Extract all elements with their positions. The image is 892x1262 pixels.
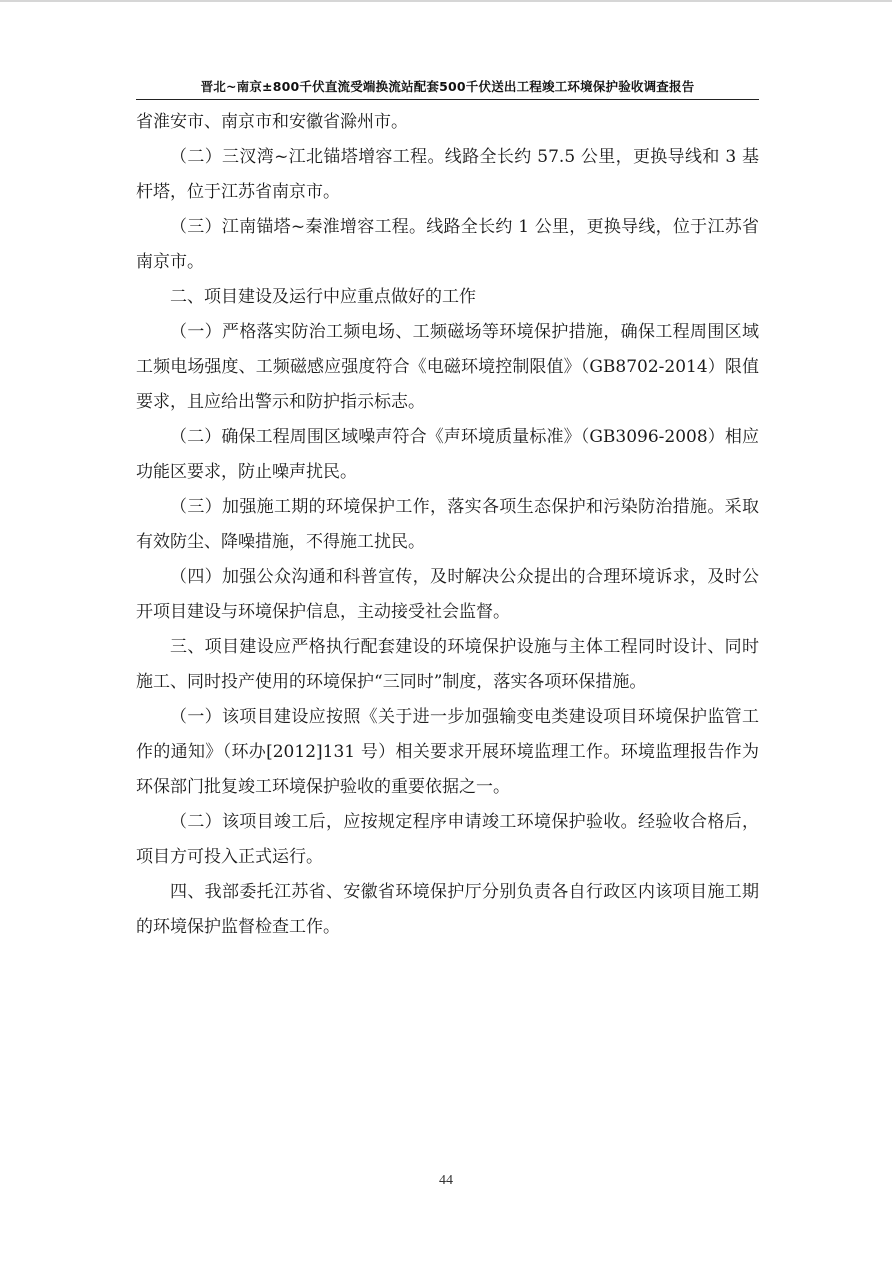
paragraph-construction: （三）加强施工期的环境保护工作，落实各项生态保护和污染防治措施。采取有效防尘、降噪措施，不得施工扰民。 bbox=[136, 497, 759, 552]
paragraph-supervision: （一）该项目建设应按照《关于进一步加强输变电类建设项目环境保护监管工作的通知》（环办[2012]131 号）相关要求开展环境监理工作。环境监理报告作为环保部门批复竣工环境保护验收的重要依据之一。 bbox=[136, 707, 759, 797]
paragraph-item-jiangnan: （三）江南锚塔~秦淮增容工程。线路全长约 1 公里，更换导线，位于江苏省南京市。 bbox=[136, 217, 759, 272]
page-top-edge bbox=[0, 0, 892, 2]
page-number: 44 bbox=[439, 1173, 453, 1188]
paragraph-em-field: （一）严格落实防治工频电场、工频磁场等环境保护措施，确保工程周围区域工频电场强度、工频磁感应强度符合《电磁环境控制限值》（GB8702-2014）限值要求，且应给出警示和防护指示标志。 bbox=[136, 322, 759, 412]
header-rule bbox=[136, 99, 759, 100]
paragraph-public: （四）加强公众沟通和科普宣传，及时解决公众提出的合理环境诉求，及时公开项目建设与环境保护信息，主动接受社会监督。 bbox=[136, 567, 759, 622]
section-heading-four: 四、我部委托江苏省、安徽省环境保护厅分别负责各自行政区内该项目施工期的环境保护监督检查工作。 bbox=[136, 882, 759, 937]
paragraph-acceptance: （二）该项目竣工后，应按规定程序申请竣工环境保护验收。经验收合格后，项目方可投入正式运行。 bbox=[136, 812, 759, 867]
paragraph-continuation: 省淮安市、南京市和安徽省滁州市。 bbox=[136, 112, 408, 132]
paragraph-item-sanchawan: （二）三汊湾~江北锚塔增容工程。线路全长约 57.5 公里，更换导线和 3 基杆塔，位于江苏省南京市。 bbox=[136, 147, 759, 202]
document-body bbox=[136, 105, 759, 945]
section-heading-three: 三、项目建设应严格执行配套建设的环境保护设施与主体工程同时设计、同时施工、同时投产使用的环境保护“三同时”制度，落实各项环保措施。 bbox=[136, 637, 759, 692]
running-header: 晋北~南京±800千伏直流受端换流站配套500千伏送出工程竣工环境保护验收调查报告 bbox=[200, 79, 695, 94]
paragraph-noise: （二）确保工程周围区域噪声符合《声环境质量标准》（GB3096-2008）相应功能区要求，防止噪声扰民。 bbox=[136, 427, 759, 482]
section-heading-two: 二、项目建设及运行中应重点做好的工作 bbox=[170, 287, 476, 307]
